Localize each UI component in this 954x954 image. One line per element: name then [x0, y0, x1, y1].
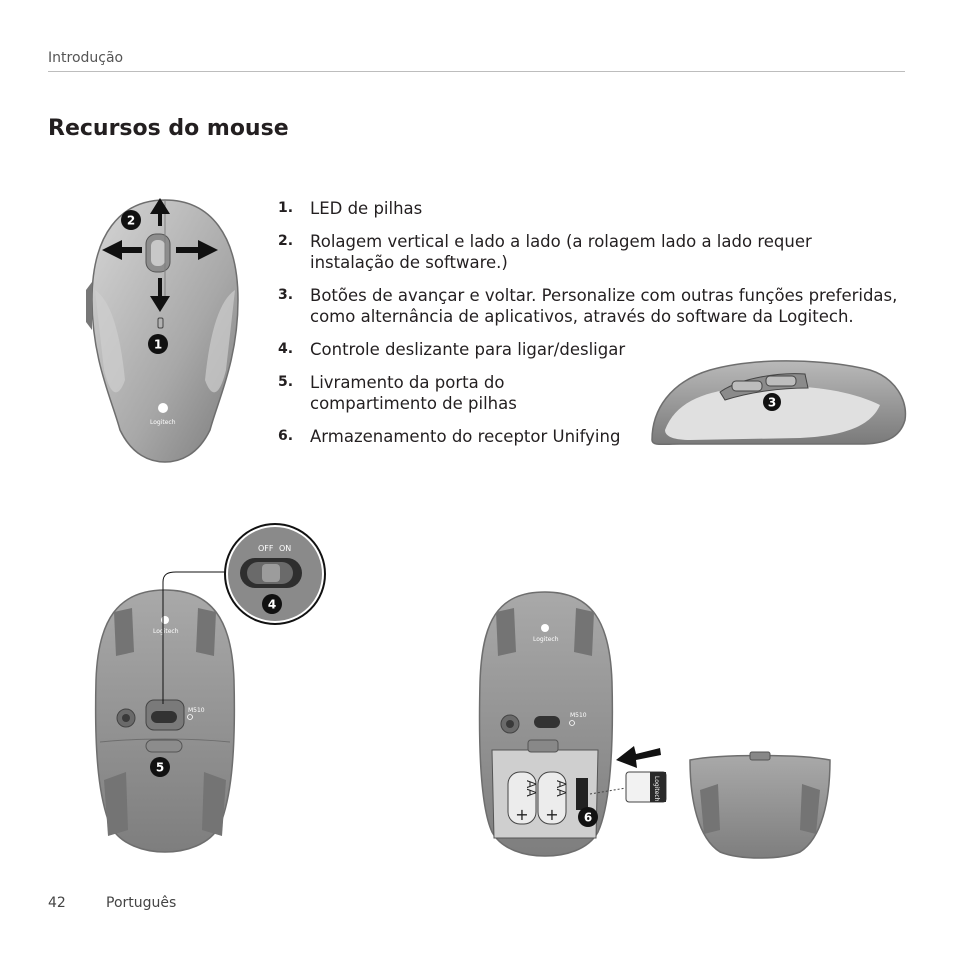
model-label: M510	[570, 712, 587, 719]
battery-left	[508, 772, 538, 824]
battery-door	[690, 752, 830, 858]
callout-6	[578, 807, 598, 827]
callout-number: 6	[583, 810, 593, 825]
footer-language: Português	[106, 895, 177, 911]
receiver-brand-label: Logitech	[653, 776, 660, 802]
callout-3	[763, 393, 781, 411]
feature-text: Livramento da porta do compartimento de pilhas	[310, 373, 517, 413]
feature-number: 5.	[278, 374, 294, 390]
feature-text: Rolagem vertical e lado a lado (a rolagem lado a lado requer instalação de software.)	[310, 232, 812, 272]
battery-label: AA	[554, 780, 568, 797]
switch-off-label: OFF	[258, 544, 274, 553]
callout-number: 1	[153, 337, 163, 352]
feature-number: 4.	[278, 341, 294, 357]
callout-5	[150, 757, 170, 777]
brand-label: Logitech	[533, 636, 559, 643]
unifying-receiver	[626, 772, 666, 802]
receptor-slot	[576, 778, 588, 810]
model-label: M510	[188, 707, 205, 714]
section-label: Introdução	[48, 50, 124, 66]
callout-number: 5	[155, 760, 165, 775]
battery-plus: +	[545, 805, 559, 824]
feature-number: 6.	[278, 428, 294, 444]
feature-text: Armazenamento do receptor Unifying	[310, 427, 621, 446]
insert-arrow-icon	[616, 746, 661, 768]
callout-number: 4	[267, 597, 277, 612]
battery-right	[538, 772, 568, 824]
mouse-bottom-view	[96, 590, 235, 852]
feature-number: 3.	[278, 287, 294, 303]
callout-number: 2	[126, 213, 136, 228]
page-number: 42	[48, 895, 66, 911]
battery-label: AA	[524, 780, 538, 797]
callout-4	[262, 594, 282, 614]
feature-text: LED de pilhas	[310, 199, 423, 218]
callout-2	[121, 210, 141, 230]
mouse-top-view	[86, 200, 238, 462]
feature-number: 1.	[278, 200, 294, 216]
page-title: Recursos do mouse	[48, 116, 289, 141]
feature-text: Controle deslizante para ligar/desligar	[310, 340, 626, 359]
callout-1	[148, 334, 168, 354]
feature-text: Botões de avançar e voltar. Personalize com outras funções preferidas, como alternância de aplicativos, através do software da Logitech.	[310, 286, 898, 326]
battery-plus: +	[515, 805, 529, 824]
callout-number: 3	[767, 395, 777, 410]
brand-label: Logitech	[150, 419, 176, 426]
brand-label: Logitech	[153, 628, 179, 635]
feature-number: 2.	[278, 233, 294, 249]
switch-on-label: ON	[279, 544, 292, 553]
